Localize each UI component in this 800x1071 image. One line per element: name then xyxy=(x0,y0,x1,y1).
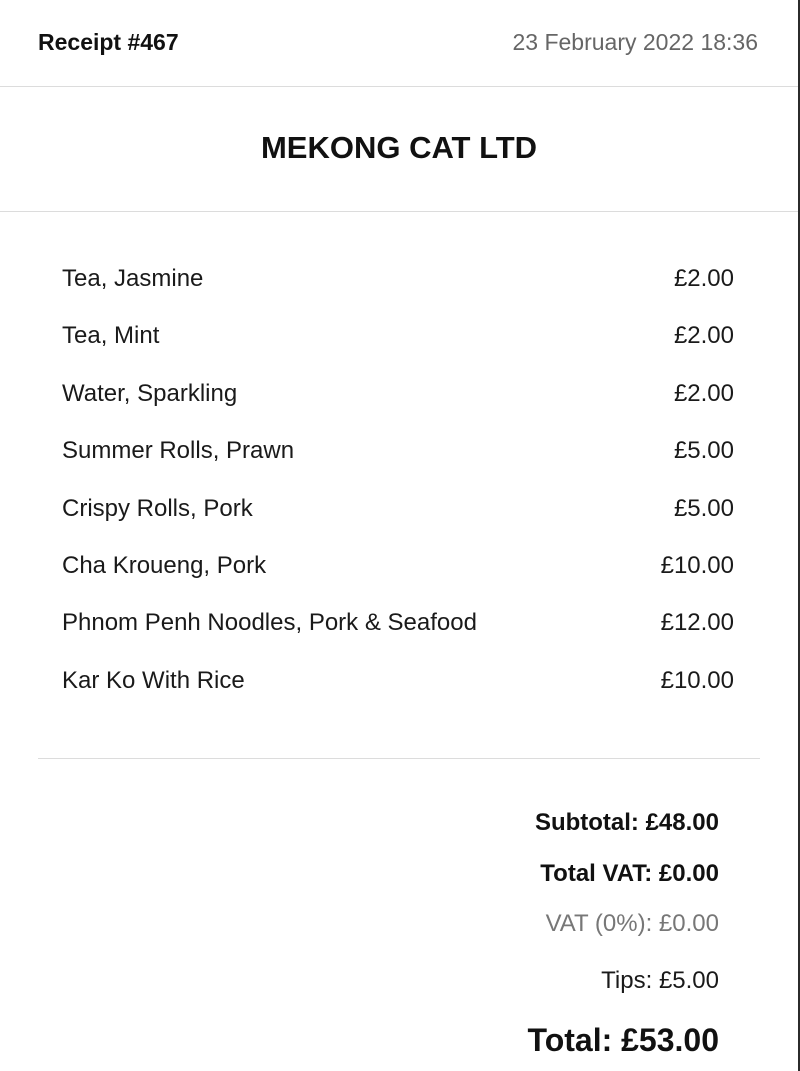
receipt-number: Receipt #467 xyxy=(38,29,179,55)
line-item xyxy=(62,495,734,552)
line-items-list xyxy=(62,265,734,724)
line-item xyxy=(62,609,734,666)
line-item xyxy=(62,265,734,322)
totals-divider xyxy=(38,758,760,759)
item-price: £2.00 xyxy=(673,379,734,407)
item-price: £2.00 xyxy=(673,265,734,292)
line-item xyxy=(62,552,734,609)
line-item xyxy=(62,667,734,724)
item-price: £10.00 xyxy=(660,666,734,694)
item-price: £12.00 xyxy=(660,609,734,637)
line-item xyxy=(62,322,734,379)
item-name: Kar Ko With Rice xyxy=(62,666,245,694)
merchant-section xyxy=(0,87,798,212)
item-price: £5.00 xyxy=(673,437,734,465)
vat-rate-line: VAT (0%): £0.00 xyxy=(545,910,719,937)
item-name: Cha Kroueng, Pork xyxy=(62,551,267,579)
item-price: £5.00 xyxy=(673,494,734,522)
item-price: £2.00 xyxy=(673,322,734,350)
item-name: Tea, Mint xyxy=(62,322,160,350)
item-price: £10.00 xyxy=(660,551,734,579)
receipt-header xyxy=(0,0,798,87)
item-name: Water, Sparkling xyxy=(62,379,238,407)
line-item xyxy=(62,437,734,494)
grand-total: Total: £53.00 xyxy=(527,1022,719,1058)
item-name: Phnom Penh Noodles, Pork & Seafood xyxy=(62,609,477,637)
item-name: Summer Rolls, Prawn xyxy=(62,437,295,465)
item-name: Crispy Rolls, Pork xyxy=(62,494,253,522)
item-name: Tea, Jasmine xyxy=(62,265,204,292)
receipt-date: 23 February 2022 18:36 xyxy=(512,29,758,55)
total-vat: Total VAT: £0.00 xyxy=(540,860,719,887)
subtotal: Subtotal: £48.00 xyxy=(534,809,719,836)
line-item xyxy=(62,380,734,437)
tips: Tips: £5.00 xyxy=(601,967,719,994)
merchant-name: MEKONG CAT LTD xyxy=(260,130,538,165)
